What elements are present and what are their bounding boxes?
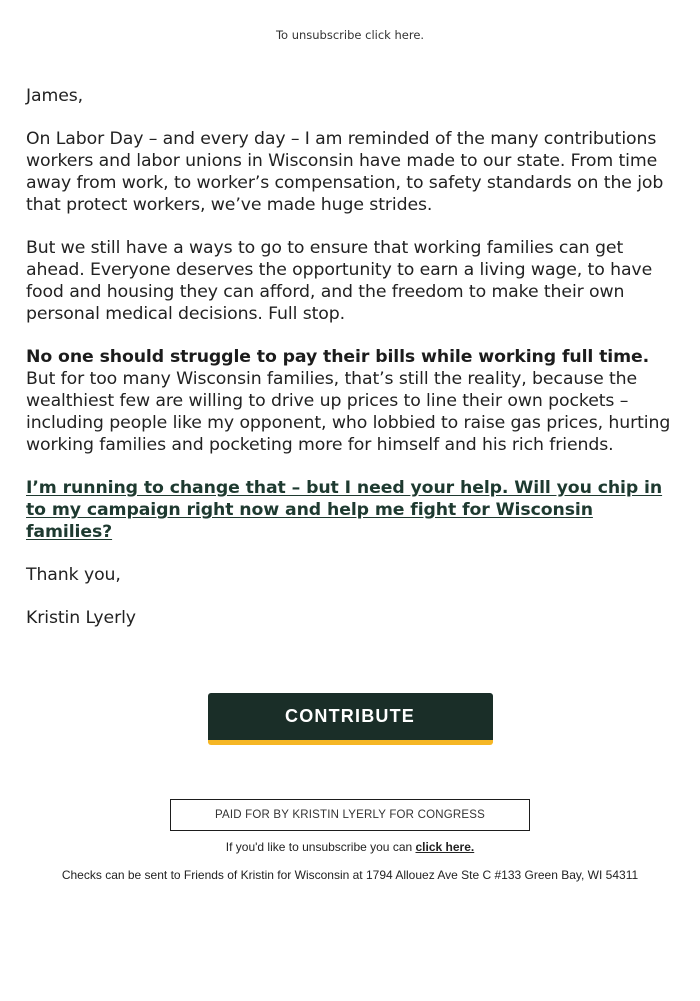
paragraph-ways-to-go: But we still have a ways to go to ensure that working families can get ahead. Everyone deserves the opportunity to earn a living wage, to have food and housing they can afford, and the freedom to make their own personal medical decisions. Full stop. bbox=[26, 238, 653, 324]
cta-paragraph bbox=[26, 477, 674, 543]
donate-link[interactable]: I’m running to change that – but I need your help. Will you chip in to my campaign right now and help me fight for Wisconsin families? bbox=[26, 478, 663, 542]
paragraph-struggle bbox=[26, 346, 674, 456]
signature: Kristin Lyerly bbox=[26, 608, 136, 628]
footer-unsubscribe-text: If you'd like to unsubscribe you can bbox=[225, 840, 416, 854]
checks-address: Checks can be sent to Friends of Kristin for Wisconsin at 1794 Allouez Ave Ste C #133 Green Bay, WI 54311 bbox=[61, 868, 639, 882]
top-unsubscribe bbox=[0, 28, 700, 42]
paragraph-struggle-rest: But for too many Wisconsin families, that’s still the reality, because the wealthiest few are willing to drive up prices to line their own pockets – including people like my opponent, who lobbied to raise gas prices, hurting working families and pocketing more for himself and his rich friends. bbox=[26, 369, 671, 455]
letter-body bbox=[26, 85, 674, 650]
paragraph-struggle-bold: No one should struggle to pay their bills while working full time. bbox=[26, 347, 650, 367]
greeting: James, bbox=[26, 86, 84, 106]
footer-unsubscribe bbox=[0, 840, 700, 854]
paid-for-disclaimer: PAID FOR BY KRISTIN LYERLY FOR CONGRESS bbox=[170, 799, 530, 831]
contribute-button[interactable]: CONTRIBUTE bbox=[208, 693, 493, 745]
top-unsubscribe-link[interactable]: To unsubscribe click here. bbox=[275, 28, 425, 42]
paragraph-labor-day: On Labor Day – and every day – I am reminded of the many contributions workers and labor unions in Wisconsin have made to our state. From time away from work, to worker’s compensation, to safety standards on the job that protect workers, we’ve made huge strides. bbox=[26, 129, 664, 215]
footer-unsubscribe-link[interactable]: click here. bbox=[415, 840, 475, 854]
button-container bbox=[0, 693, 700, 745]
closing: Thank you, bbox=[26, 565, 121, 585]
